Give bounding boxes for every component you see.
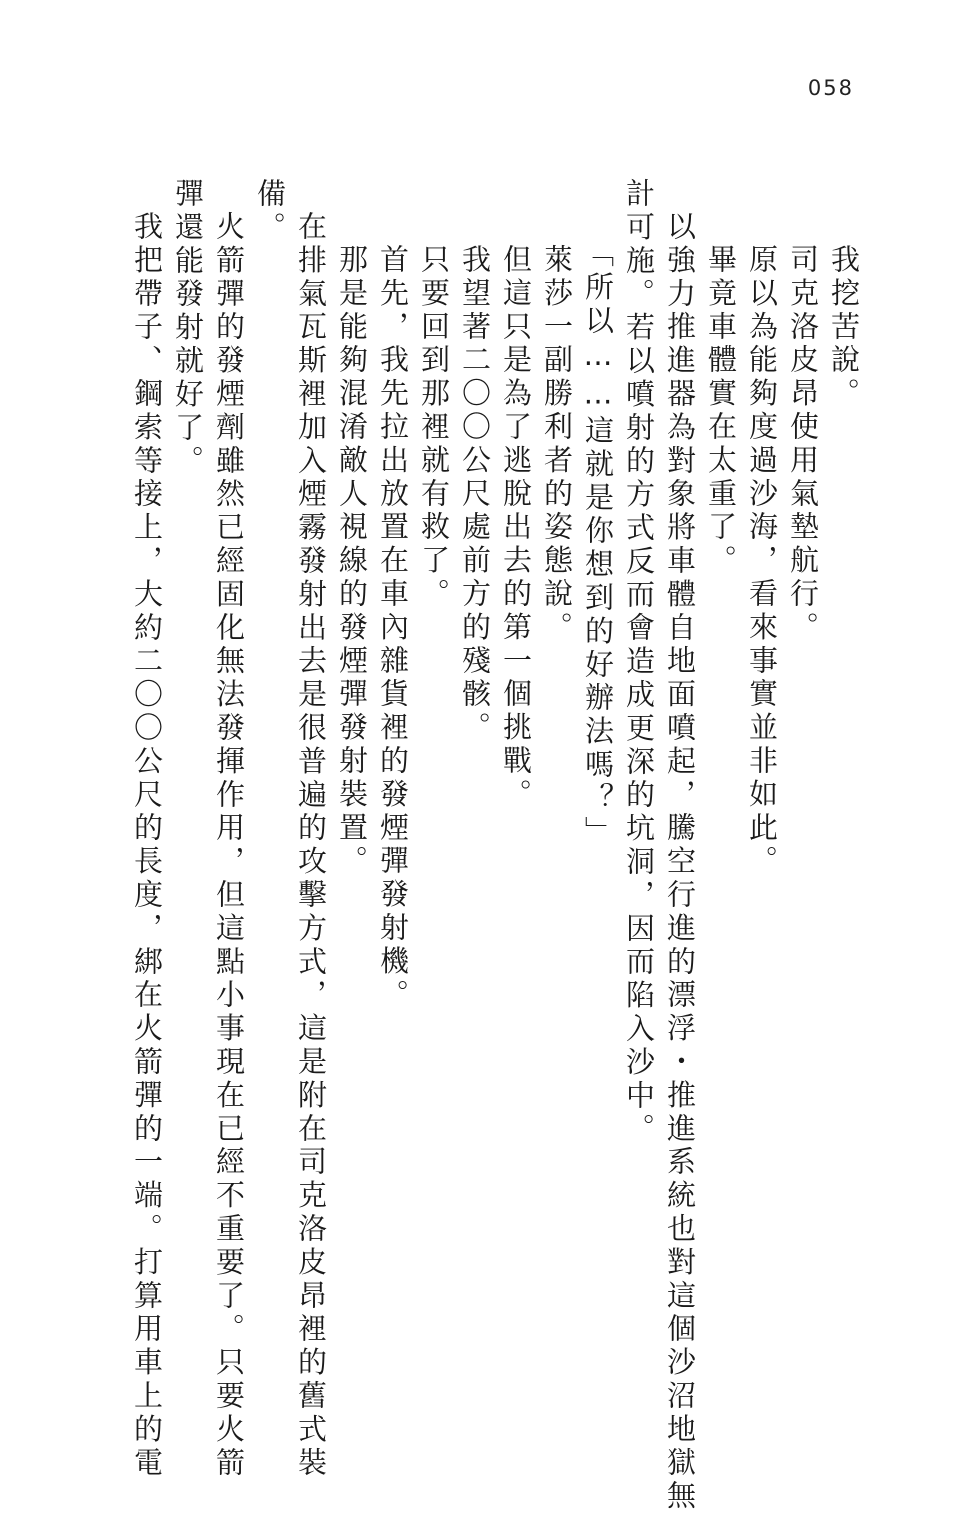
text-line: 我把帶子、鋼索等接上，大約二〇〇公尺的長度，綁在火箭彈的一端。打算用車上的電 bbox=[130, 211, 164, 1481]
text-line: 我望著二〇〇公尺處前方的殘骸。 bbox=[458, 244, 492, 745]
text-line: 只要回到那裡就有救了。 bbox=[417, 244, 451, 612]
text-line: 首先，我先拉出放置在車內雜貨裡的發煙彈發射機。 bbox=[376, 244, 410, 1013]
text-line: 計可施。若以噴射的方式反而會造成更深的坑洞，因而陷入沙中。 bbox=[622, 178, 656, 1147]
vertical-text-body bbox=[98, 178, 861, 1514]
text-line: 「所以……這就是你想到的好辦法嗎？」 bbox=[581, 238, 615, 850]
text-line: 司克洛皮昂使用氣墊航行。 bbox=[786, 244, 820, 645]
text-line: 原以為能夠度過沙海，看來事實並非如此。 bbox=[745, 244, 779, 879]
text-line: 火箭彈的發煙劑雖然已經固化無法發揮作用，但這點小事現在已經不重要了。只要火箭 bbox=[212, 211, 246, 1481]
page-number: 058 bbox=[807, 76, 854, 100]
text-line: 萊莎一副勝利者的姿態說。 bbox=[540, 244, 574, 645]
text-line: 但這只是為了逃脫出去的第一個挑戰。 bbox=[499, 244, 533, 812]
text-line: 我挖苦說。 bbox=[827, 244, 861, 411]
text-line: 那是能夠混淆敵人視線的發煙彈發射裝置。 bbox=[335, 244, 369, 879]
text-line: 彈還能發射就好了。 bbox=[171, 178, 205, 479]
text-line: 畢竟車體實在太重了。 bbox=[704, 244, 738, 578]
text-line: 備。 bbox=[253, 178, 287, 245]
text-line: 以強力推進器為對象將車體自地面噴起，騰空行進的漂浮・推進系統也對這個沙沼地獄無 bbox=[663, 211, 697, 1514]
text-line: 在排氣瓦斯裡加入煙霧發射出去是很普遍的攻擊方式，這是附在司克洛皮昂裡的舊式裝 bbox=[294, 211, 328, 1481]
